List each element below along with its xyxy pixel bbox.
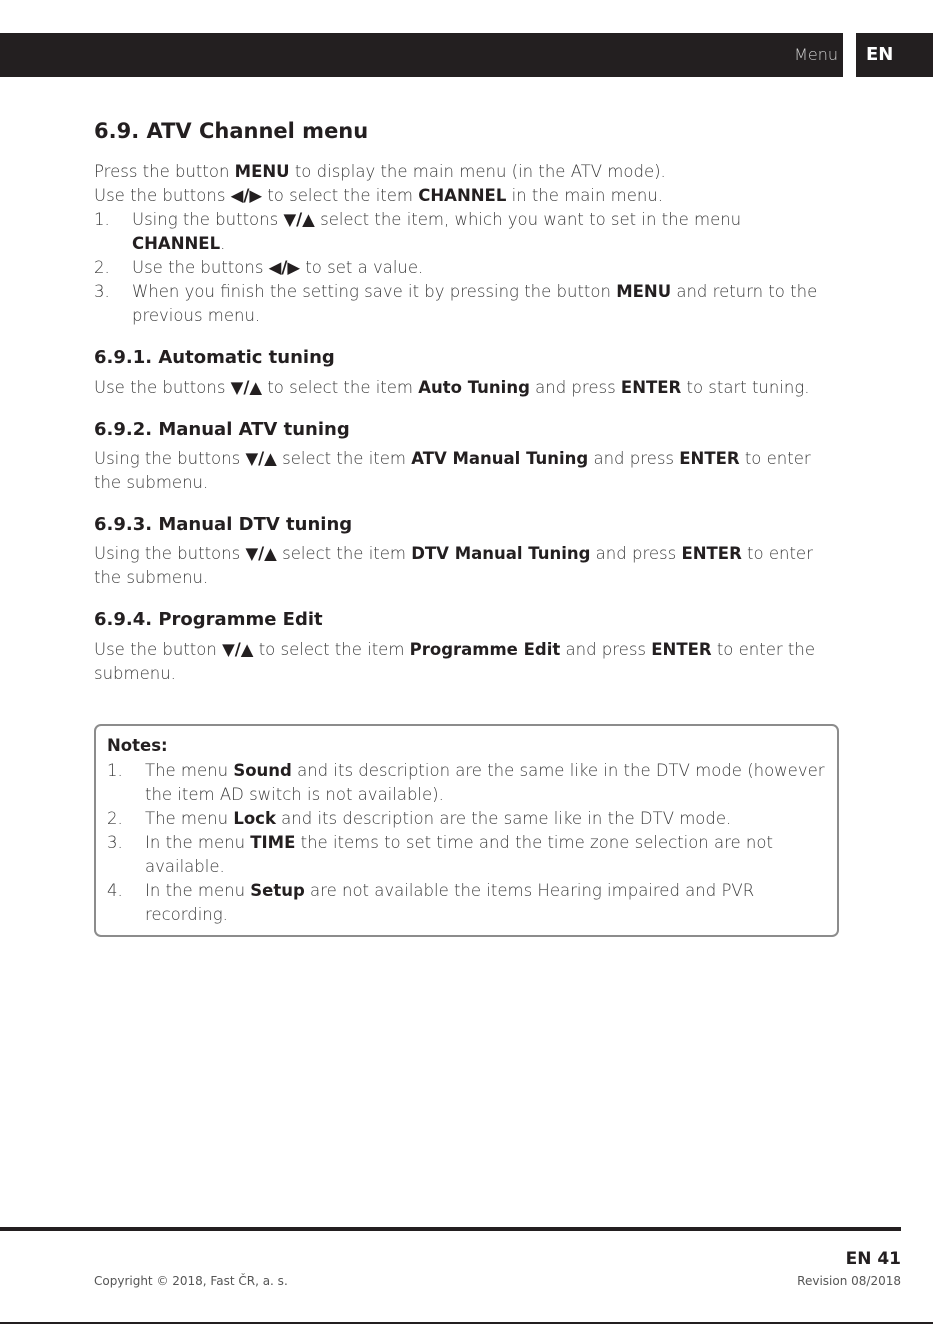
main-content: [94, 118, 839, 686]
intro-line-1: Press the button MENU to display the main menu (in the ATV mode).: [94, 162, 666, 182]
section-label: Menu: [794, 45, 838, 64]
notes-box: [94, 724, 839, 937]
list-item: 2. The menu Lock and its description are the same like in the DTV mode.: [107, 809, 732, 828]
page-title: 6.9. ATV Channel menu: [94, 119, 369, 143]
down-up-arrows-icon: ▼/▲: [245, 449, 277, 469]
down-up-arrows-icon: ▼/▲: [245, 544, 277, 564]
list-item: 3. In the menu TIME the items to set time and the time zone selection are not available.: [107, 833, 773, 876]
list-item: 4. In the menu Setup are not available the items Hearing impaired and PVR recording.: [107, 881, 755, 924]
section-heading: 6.9.2. Manual ATV tuning: [94, 418, 350, 440]
list-item: 2. Use the buttons ◀/▶ to set a value.: [94, 258, 424, 278]
notes-list: [107, 759, 827, 927]
down-up-arrows-icon: ▼/▲: [230, 377, 263, 397]
section-text: Use the buttons ▼/▲ to select the item Auto Tuning and press ENTER to start tuning.: [94, 377, 810, 397]
section-text: Use the button ▼/▲ to select the item Programme Edit and press ENTER to enter the submenu.: [94, 639, 815, 683]
intro-line-2: Use the buttons ◀/▶ to select the item CHANNEL in the main menu.: [94, 186, 664, 206]
list-item: 1. Using the buttons ▼/▲ select the item, which you want to set in the menu CHANNEL.: [94, 210, 742, 254]
section-text: Using the buttons ▼/▲ select the item ATV Manual Tuning and press ENTER to enter the submenu.: [94, 449, 811, 493]
section-heading: 6.9.3. Manual DTV tuning: [94, 514, 353, 536]
down-up-arrows-icon: ▼/▲: [283, 210, 315, 230]
copyright: Copyright © 2018, Fast ČR, a. s.: [94, 1274, 288, 1288]
left-right-arrows-icon: ◀/▶: [230, 186, 263, 206]
language-tab: [856, 33, 933, 77]
section-text: Using the buttons ▼/▲ select the item DTV Manual Tuning and press ENTER to enter the submenu.: [94, 544, 813, 588]
section-heading: 6.9.4. Programme Edit: [94, 609, 323, 631]
steps-list: [94, 208, 839, 328]
section-heading: 6.9.1. Automatic tuning: [94, 347, 335, 369]
list-item: 3. When you finish the setting save it by pressing the button MENU and return to the previous menu.: [94, 282, 818, 326]
revision: Revision 08/2018: [797, 1274, 901, 1288]
page-number: EN 41: [845, 1249, 901, 1269]
header-bar: [0, 33, 843, 77]
footer-rule: [0, 1227, 901, 1231]
left-right-arrows-icon: ◀/▶: [268, 258, 301, 278]
down-up-arrows-icon: ▼/▲: [222, 639, 254, 659]
language-label: EN: [866, 44, 894, 65]
list-item: 1. The menu Sound and its description are the same like in the DTV mode (however the item AD switch is not available).: [107, 761, 825, 804]
notes-title: Notes:: [107, 736, 168, 755]
